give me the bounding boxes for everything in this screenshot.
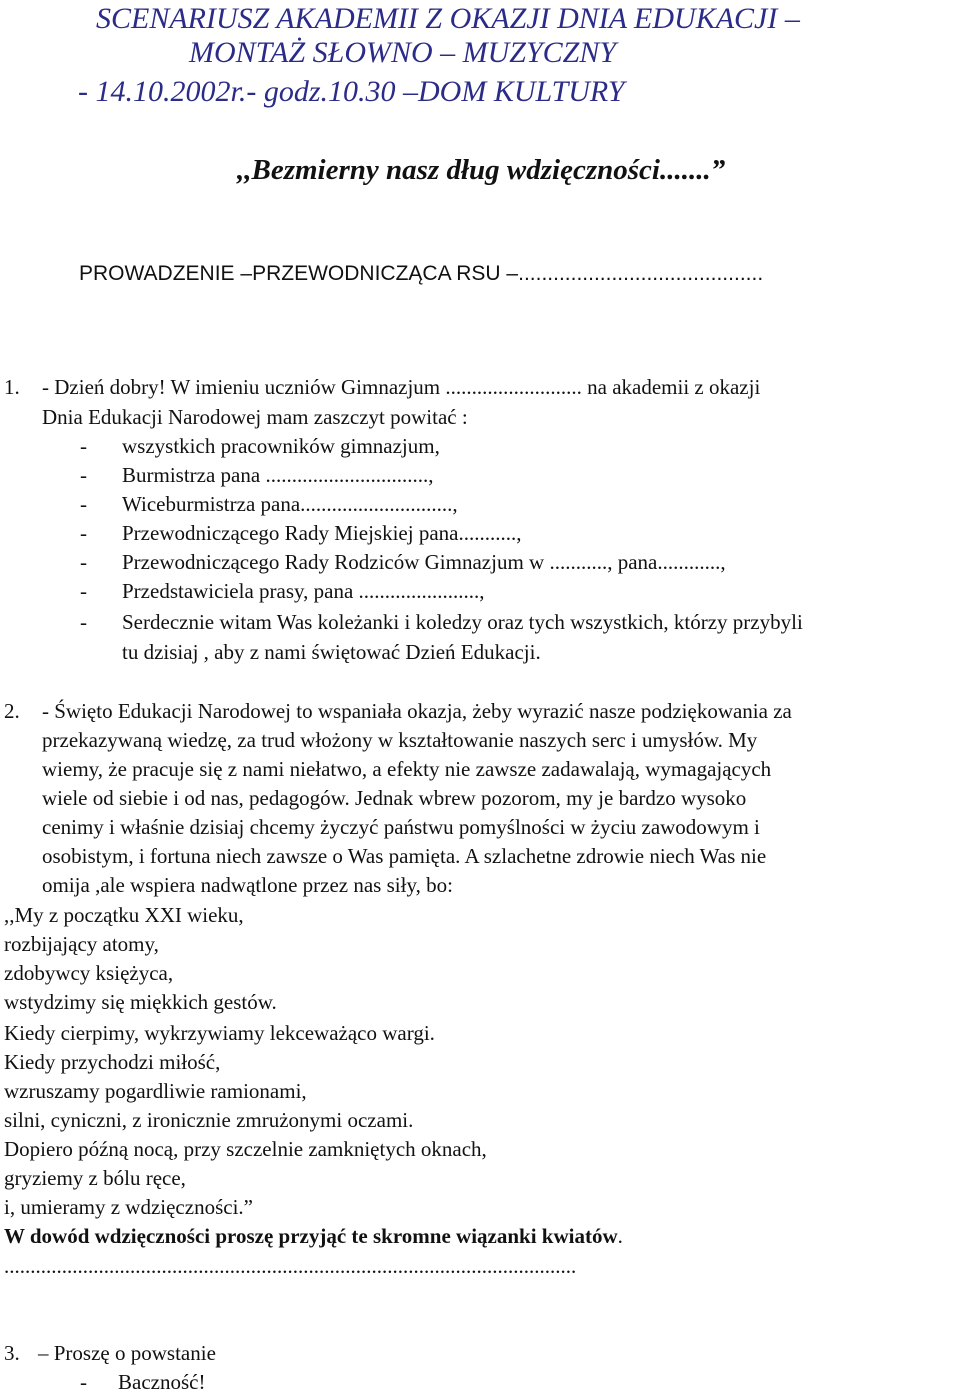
section-3-sub-text: Baczność!	[118, 1370, 206, 1394]
poem-line: wzruszamy pogardliwie ramionami,	[4, 1079, 307, 1103]
list-dash: -	[80, 434, 87, 458]
list-item	[80, 608, 803, 637]
section-2-line: osobistym, i fortuna niech zawsze o Was pamięta. A szlachetne zdrowie niech Was nie	[42, 844, 767, 868]
list-item-text: Przewodniczącego Rady Miejskiej pana...........,	[122, 521, 522, 545]
list-item	[80, 490, 458, 519]
poem-line: rozbijający atomy,	[4, 932, 159, 956]
list-item-text: Serdecznie witam Was koleżanki i koledzy oraz tych wszystkich, którzy przybyli	[122, 610, 803, 634]
poem-line: Kiedy cierpimy, wykrzywiamy lekceważąco wargi.	[4, 1021, 435, 1045]
list-dash: -	[80, 1370, 87, 1394]
list-dash: -	[80, 463, 87, 487]
section-2-line: przekazywaną wiedzę, za trud włożony w kształtowanie naszych serc i umysłów. My	[42, 728, 758, 752]
closing-end: .	[617, 1224, 623, 1248]
section-1-number: 1.	[4, 375, 20, 399]
section-2-line: omija ,ale wspiera nadwątlone przez nas siły, bo:	[42, 873, 453, 897]
title-line-2: MONTAŻ SŁOWNO – MUZYCZNY	[189, 36, 617, 69]
section-3-text: – Proszę o powstanie	[38, 1341, 216, 1365]
poem-line: zdobywcy księżyca,	[4, 961, 174, 985]
list-dash: -	[80, 492, 87, 516]
section-2-line: - Święto Edukacji Narodowej to wspaniała okazja, żeby wyrazić nasze podziękowania za	[42, 699, 792, 723]
closing-line	[4, 1222, 623, 1251]
poem-line: Dopiero późną nocą, przy szczelnie zamkniętych oknach,	[4, 1137, 487, 1161]
list-item	[80, 548, 726, 577]
host-label: PROWADZENIE –PRZEWODNICZĄCA RSU –..........................................	[79, 262, 764, 285]
list-item	[80, 432, 440, 461]
title-line-1: SCENARIUSZ AKADEMII Z OKAZJI DNIA EDUKACJI –	[96, 2, 800, 35]
list-item-text: Burmistrza pana ...............................,	[122, 463, 434, 487]
title-line-3: - 14.10.2002r.- godz.10.30 –DOM KULTURY	[78, 75, 625, 108]
poem-line: Kiedy przychodzi miłość,	[4, 1050, 221, 1074]
list-item	[80, 461, 433, 490]
poem-line: gryziemy z bólu ręce,	[4, 1166, 186, 1190]
list-item	[80, 519, 521, 548]
section-1-line-1: - Dzień dobry! W imieniu uczniów Gimnazjum .......................... na akademii z okazji	[42, 375, 761, 399]
section-2-number: 2.	[4, 699, 20, 723]
list-item	[80, 577, 485, 606]
list-item-text: Przewodniczącego Rady Rodziców Gimnazjum w ..........., pana............,	[122, 550, 726, 574]
section-1-line-2: Dnia Edukacji Narodowej mam zaszczyt powitać :	[42, 405, 468, 429]
list-dash: -	[80, 550, 87, 574]
section-2-line: wiemy, że pracuje się z nami niełatwo, a efekty nie zawsze zadawalają, wymagających	[42, 757, 772, 781]
list-dash: -	[80, 610, 87, 634]
section-2-line: cenimy i właśnie dzisiaj chcemy życzyć państwu pomyślności w życiu zawodowym i	[42, 815, 760, 839]
list-dash: -	[80, 579, 87, 603]
list-item-text: wszystkich pracowników gimnazjum,	[122, 434, 440, 458]
dotted-separator: .............................................................................................................	[4, 1254, 577, 1278]
section-3-sub-item	[80, 1368, 205, 1397]
list-item-text: Przedstawiciela prasy, pana .......................,	[122, 579, 485, 603]
closing-bold-text: W dowód wdzięczności proszę przyjąć te skromne wiązanki kwiatów	[4, 1224, 618, 1248]
list-item-text: Wiceburmistrza pana.............................,	[122, 492, 458, 516]
poem-line: i, umieramy z wdzięczności.”	[4, 1195, 253, 1219]
poem-line: wstydzimy się miękkich gestów.	[4, 990, 277, 1014]
poem-line: ,,My z początku XXI wieku,	[4, 903, 244, 927]
section-3-number: 3.	[4, 1341, 20, 1365]
list-item-continuation: tu dzisiaj , aby z nami świętować Dzień Edukacji.	[122, 640, 541, 664]
motto: ,,Bezmierny nasz dług wdzięczności.......”	[237, 154, 726, 186]
list-dash: -	[80, 521, 87, 545]
poem-line: silni, cyniczni, z ironicznie zmrużonymi oczami.	[4, 1108, 414, 1132]
section-2-line: wiele od siebie i od nas, pedagogów. Jednak wbrew pozorom, my je bardzo wysoko	[42, 786, 747, 810]
